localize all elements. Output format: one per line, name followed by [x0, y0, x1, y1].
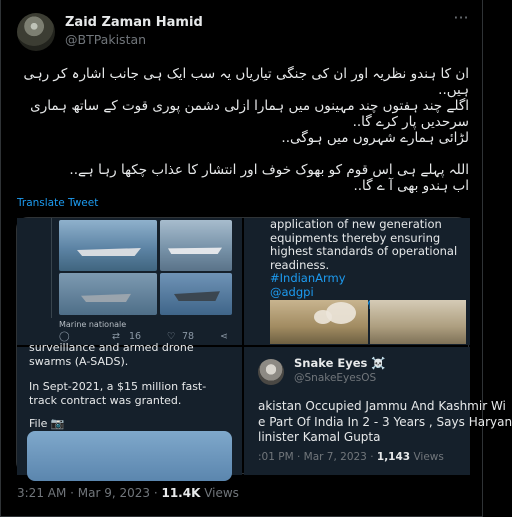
tweet-line: لڑائی ہمارے شہروں میں ہوگی..	[281, 130, 469, 146]
quoted-handle: @SnakeEyesOS	[294, 372, 377, 384]
media-image-drone-post[interactable]	[17, 341, 242, 475]
share-icon: ⋖	[220, 331, 228, 342]
hashtag-link: #IndianArmy	[270, 271, 346, 285]
tweet-text	[17, 66, 469, 194]
ship-photo	[59, 220, 157, 271]
tweet-line: اب ہندو بھی آ ے گا..	[353, 178, 469, 194]
translate-tweet-link[interactable]: Translate Tweet	[17, 197, 99, 209]
retweet-icon: ⇄	[112, 331, 120, 342]
views-count: 11.4K	[161, 486, 201, 500]
tweet-line: اللہ پہلے ہی اس قوم کو بھوک خوف اور انتشار کا عذاب چکھا رہا ہے..	[69, 162, 469, 178]
tweet-meta	[17, 486, 239, 500]
like-count: 78	[182, 331, 195, 342]
ship-photo	[59, 273, 157, 315]
reply-icon: ◯	[59, 331, 70, 342]
photo-caption: Marine nationale	[59, 320, 127, 329]
retweet-count: 16	[129, 331, 142, 342]
like-icon: ♡	[167, 331, 176, 342]
quoted-meta: :01 PM · Mar 7, 2023 · 1,143 Views	[258, 451, 444, 463]
more-options-icon[interactable]: ···	[453, 8, 469, 27]
media-image-quoted-tweet[interactable]	[244, 347, 512, 475]
mention-link: @adgpi	[270, 284, 314, 299]
tweet-line: اگلے چند ہفتوں چند مہینوں میں ہمارا ازلی دشمن پوری قوت کے ساتھ ہماری سرحدیں پار کرے گا..	[30, 98, 469, 130]
quoted-name: Snake Eyes ☠️	[294, 356, 386, 370]
quoted-text: akistan Occupied Jammu And Kashmir Wi e Part Of India In 2 - 3 Years , Says Haryan linister Kamal Gupta	[258, 399, 512, 444]
field-photo	[370, 300, 466, 344]
ship-photo	[160, 220, 232, 271]
author-handle[interactable]: @BTPakistan	[65, 32, 147, 47]
author-name[interactable]: Zaid Zaman Hamid	[65, 15, 203, 30]
drone-post-text: surveillance and armed drone swarms (A-SADS). In Sept-2021, a $15 million fast-track contract was granted. File 📷	[29, 341, 207, 430]
artillery-photos	[270, 300, 466, 344]
media-image-ships[interactable]	[17, 218, 242, 345]
tweet-line: ان کا ہندو نظریہ اور ان کی جنگی تیاریاں یہ سب ایک ہی جانب اشارہ کر رہی ہیں..	[23, 66, 469, 98]
ship-photo	[160, 273, 232, 315]
army-post-text: application of new generation equipments thereby ensuring highest standards of operational readiness. #IndianArmy @adgpi	[270, 218, 465, 313]
artillery-photo	[270, 300, 368, 344]
media-grid	[16, 217, 512, 474]
timestamp[interactable]: 3:21 AM · Mar 9, 2023 ·	[17, 486, 162, 500]
sky-photo	[27, 431, 232, 481]
media-image-army-post[interactable]	[244, 218, 470, 345]
quoted-avatar	[258, 359, 284, 385]
author-avatar[interactable]	[17, 13, 55, 51]
views-label: Views	[200, 486, 239, 500]
